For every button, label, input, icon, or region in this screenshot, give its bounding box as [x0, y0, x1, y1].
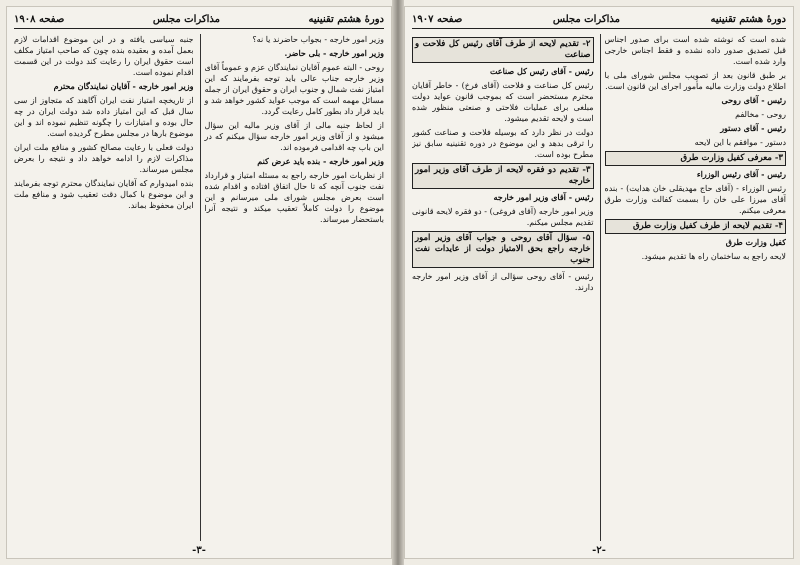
right-header-session: دورهٔ هشتم تقنینیه	[710, 13, 786, 25]
right-page-left-column	[412, 34, 594, 541]
left-header-title: مذاکرات مجلس	[152, 13, 221, 25]
paragraph: شده است که نوشته شده است برای صدور اجناس قبل تصدیق صدور داده نشده و فقط اجناس خارجی وارد شده است.	[604, 35, 786, 66]
paragraph: دولت فعلی با رعایت مصالح کشور و منافع ملت ایران مذاکرات لازم را ادامه خواهد داد و نتیجه را بعرض مجلس میرساند.	[14, 143, 194, 174]
right-page-header	[412, 10, 786, 29]
section-heading: ۴- تقدیم لایحه از طرف کفیل وزارت طرق	[605, 219, 787, 234]
right-page	[404, 6, 794, 559]
left-page-left-column	[14, 34, 194, 541]
paragraph: رئیس کل صناعت و فلاحت (آقای فرخ) - خاطر آقایان محترم مستحضر است که بموجب قانون عواید دولت مبلغی برای عملیات فلاحتی و صنعتی منظور شده است و لایحه تقدیم میشود.	[412, 81, 594, 123]
paragraph: بنده امیدوارم که آقایان نمایندگان محترم توجه بفرمایند و این موضوع با کمال دقت تعقیب شود و منافع ملت ایران محفوظ بماند.	[14, 179, 194, 210]
paragraph: از لحاظ جنبه مالی از آقای وزیر مالیه این سؤال میشود و از آقای وزیر امور خارجه سؤال میکنم که در این باب چه اقدامی فرموده اند.	[204, 121, 384, 152]
paragraph: از نظریات امور خارجه راجع به مسئله امتیاز و قرارداد نفت جنوب آنچه که تا حال اتفاق افتاده و اقدام شده است بعرض مجلس شورای ملی میرسانم و این موضوع را دولت کاملاً تعقیب میکند و نتیجه آنرا باستحضار میرساند.	[204, 171, 384, 224]
paragraph: وزیر امور خارجه - بجواب حاضرند یا نه؟	[252, 35, 384, 44]
right-page-footer: -۲-	[592, 545, 606, 556]
section-heading: ۲- تقدیم لایحه از طرف آقای رئیس کل فلاحت و صناعت	[412, 37, 594, 63]
section-heading: ۳- معرفی کفیل وزارت طرق	[605, 151, 787, 166]
right-header-title: مذاکرات مجلس	[552, 13, 621, 25]
speaker-line: کفیل وزارت طرق	[725, 237, 786, 247]
right-page-right-column	[600, 34, 787, 541]
speaker-line: رئیس - آقای رئیس کل صناعت	[489, 66, 594, 76]
paragraph: رئیس - آقای روحی سؤالی از آقای وزیر امور خارجه دارند.	[412, 272, 594, 292]
speaker-line: رئیس - آقای وزیر امور خارجه	[493, 192, 594, 202]
left-page	[6, 6, 392, 559]
paragraph: از تاریخچه امتیاز نفت ایران آگاهند که متجاوز از سی سال قبل که این امتیاز داده شد دولت ایران در چه حال بوده و امتیازات را چگونه تنظیم نموده اند و این موضوع بارها در مجلس مطرح گردیده است.	[14, 96, 194, 138]
left-header-session: دورهٔ هشتم تقنینیه	[308, 13, 384, 25]
speaker-line: رئیس - آقای رئیس الوزراء	[696, 169, 786, 179]
speaker-line: وزیر امور خارجه - بلی حاضر.	[284, 48, 384, 58]
speaker-line: رئیس - آقای روحی	[721, 95, 786, 105]
paragraph: لایحه راجع به ساختمان راه ها تقدیم میشود.	[641, 252, 786, 261]
speaker-line: رئیس - آقای دستور	[720, 123, 786, 133]
left-page-columns	[14, 34, 384, 541]
paragraph: دولت در نظر دارد که بوسیله فلاحت و صناعت کشور را ترقی بدهد و این موضوع در دوره تقنینیه سابق نیز مطرح بوده است.	[412, 128, 594, 159]
section-heading: ۵- سؤال آقای روحی و جواب آقای وزیر امور خارجه راجع بحق الامتیاز دولت از عایدات نفت جنوب	[412, 231, 594, 268]
paragraph: وزیر امور خارجه (آقای فروغی) - دو فقره لایحه قانونی تقدیم مجلس میکنم.	[412, 207, 594, 227]
left-header-page-number: صفحه ۱۹۰۸	[14, 13, 65, 25]
speaker-line: وزیر امور خارجه - بنده باید عرض کنم	[257, 156, 384, 166]
paragraph: جنبه سیاسی یافته و در این موضوع اقدامات لازم بعمل آمده و بعقیده بنده چون که صاحب امتیاز مکلف است حقوق ایران را رعایت کند دولت در این قسمت اقدام نموده است.	[14, 35, 194, 77]
paragraph: رئیس الوزراء - (آقای حاج مهدیقلی خان هدایت) - بنده آقای میرزا علی خان را بسمت کفالت وزارت طرق معرفی میکنم.	[604, 184, 786, 215]
right-header-page-number: صفحه ۱۹۰۷	[412, 13, 463, 25]
book-gutter	[392, 0, 404, 565]
paragraph: دستور - موافقم با این لایحه	[694, 138, 786, 147]
paragraph: بر طبق قانون بعد از تصویب مجلس شورای ملی با اطلاع دولت وزارت مالیه مأمور اجرای این قانون است.	[604, 71, 786, 91]
left-page-right-column	[200, 34, 385, 541]
paragraph: روحی - مخالفم	[735, 110, 786, 119]
speaker-line: وزیر امور خارجه - آقایان نمایندگان محترم	[53, 81, 194, 91]
paragraph: روحی - البته عموم آقایان نمایندگان عزم و عموماً آقای وزیر خارجه جناب عالی باید توجه بفرمایند که این امتیاز نفت شمال و جنوب ایران و حقوق ایران از جمله مسائل مهمه است که موجب عواید کشور خواهد شد و باید قرار داد بطور کامل رعایت گردد.	[204, 63, 384, 116]
left-page-footer: -۳-	[192, 545, 206, 556]
right-page-columns	[412, 34, 786, 541]
section-heading: ۳- تقدیم دو فقره لایحه از طرف آقای وزیر امور خارجه	[412, 163, 594, 189]
left-page-header	[14, 10, 384, 29]
